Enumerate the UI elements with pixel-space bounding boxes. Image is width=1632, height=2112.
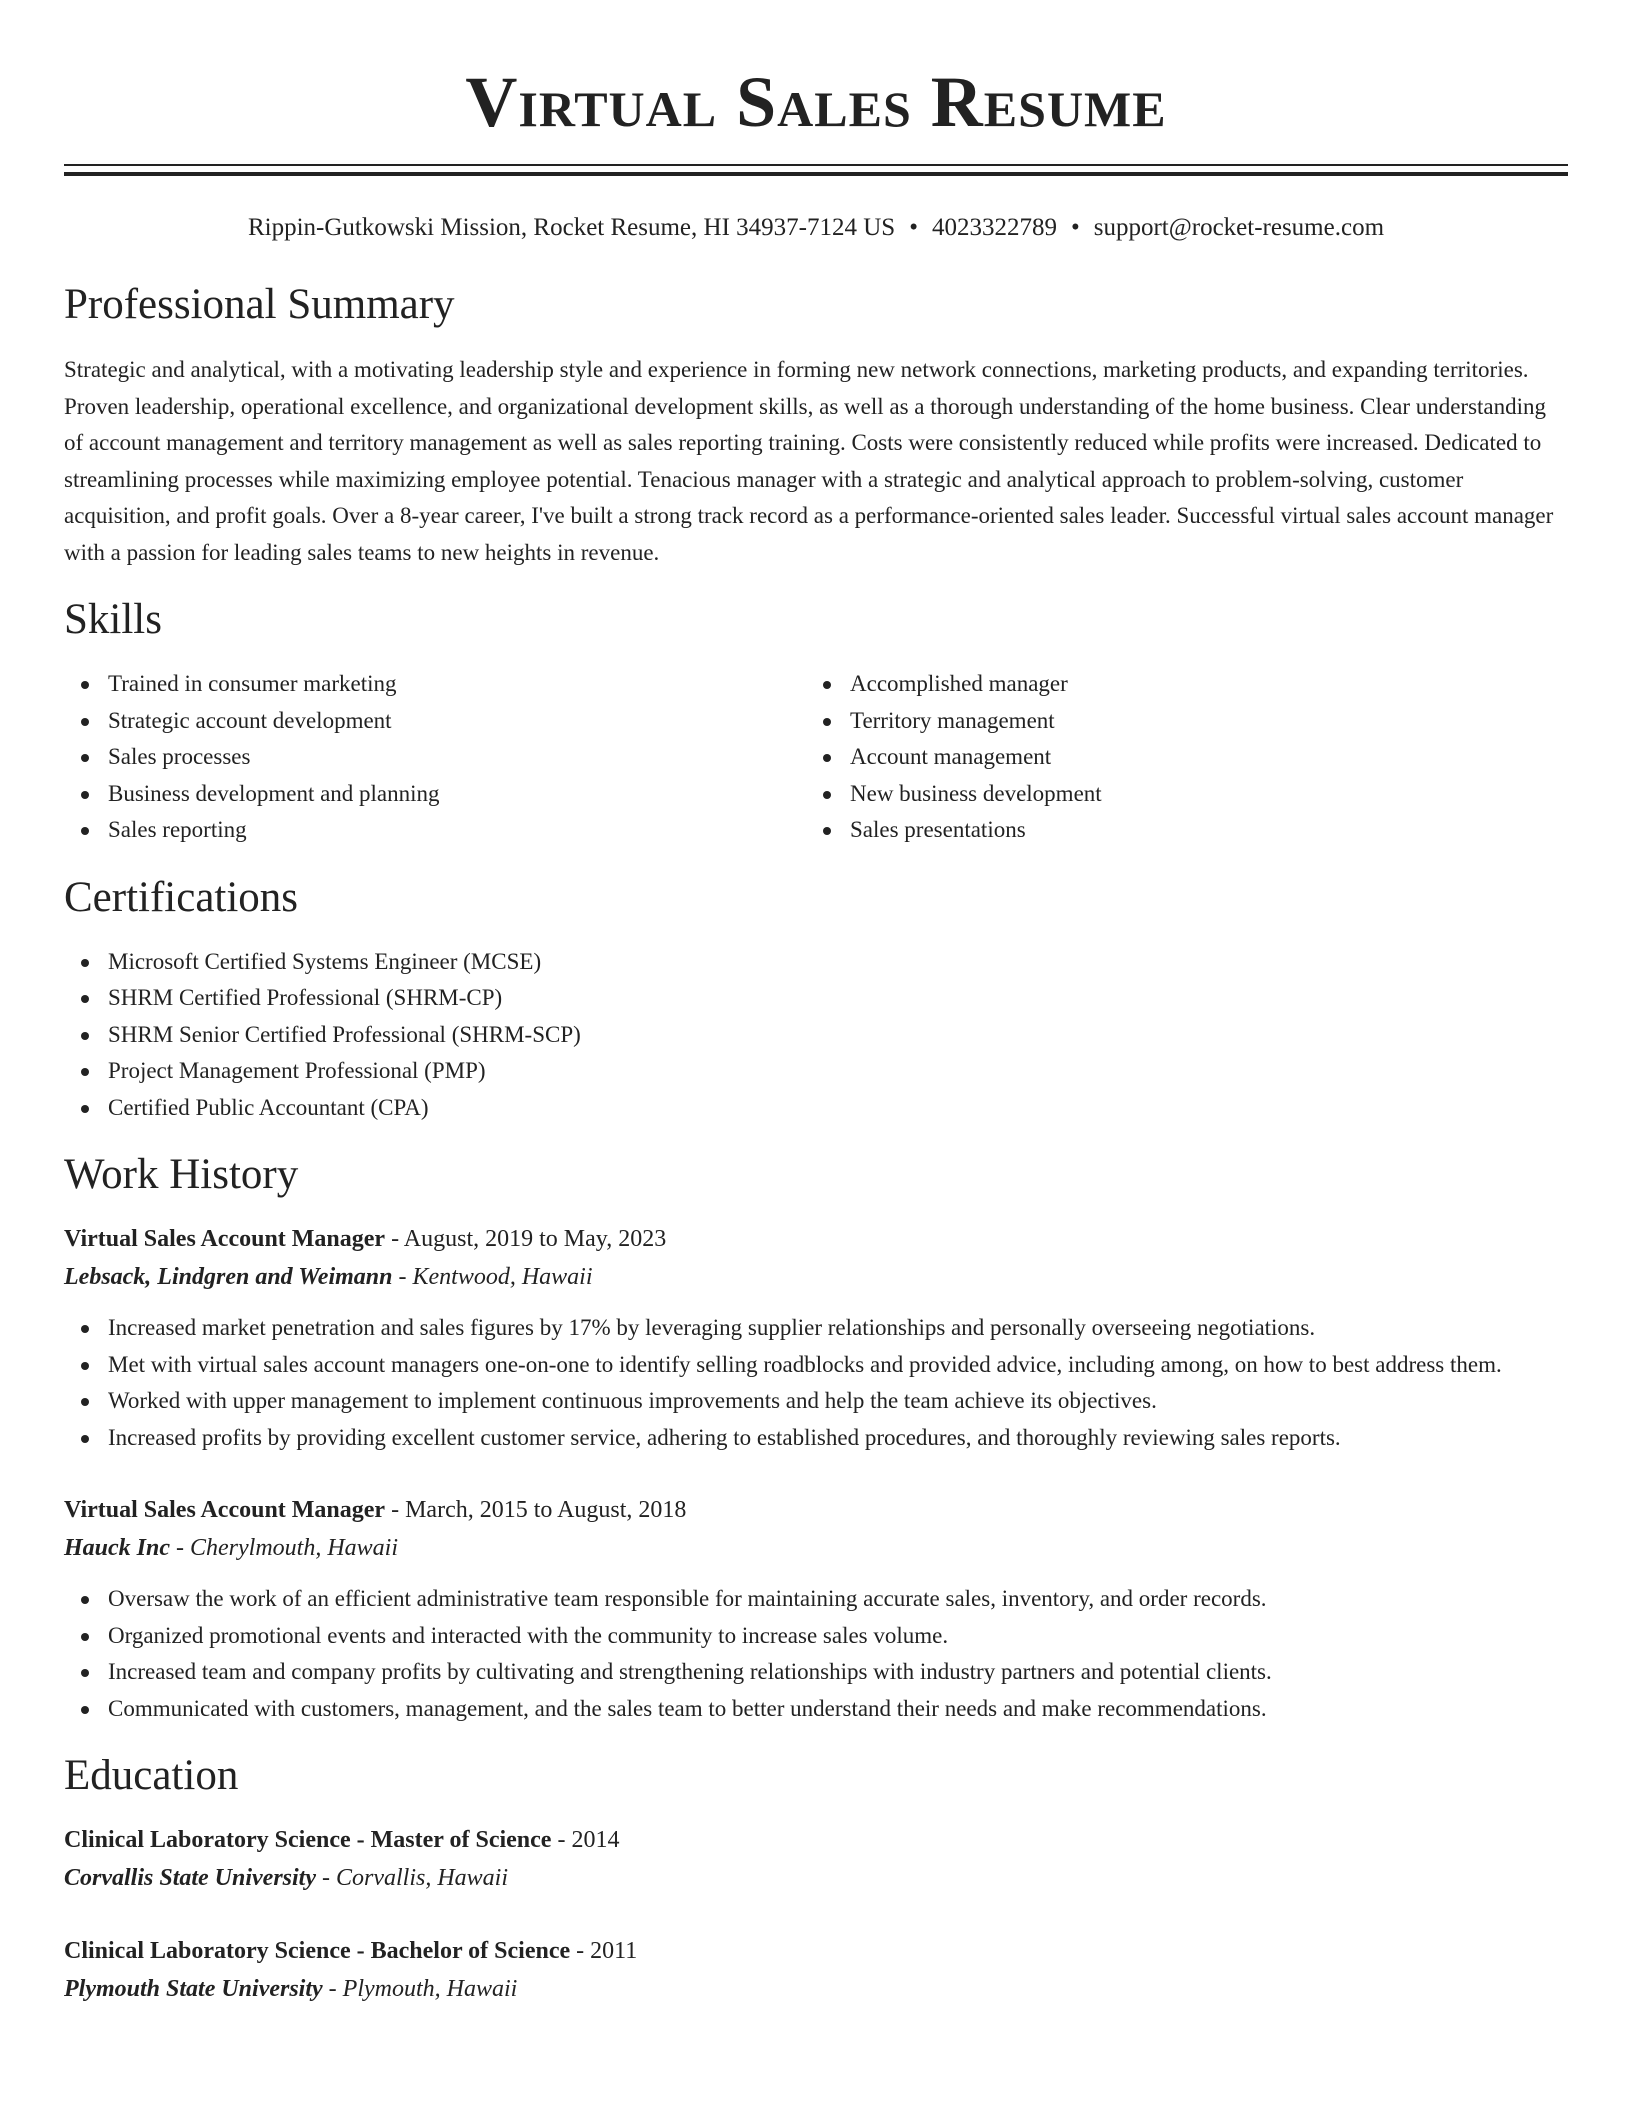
school-location: Plymouth, Hawaii (342, 1976, 518, 2002)
skills-list-right (806, 666, 1548, 849)
certification-item: SHRM Senior Certified Professional (SHRM-SCP) (64, 1017, 1568, 1054)
skill-item: Sales processes (64, 739, 806, 776)
summary-heading: Professional Summary (64, 281, 455, 328)
degree-line: Clinical Laboratory Science - Bachelor of Science - 2011 (64, 1938, 638, 1964)
degree: Clinical Laboratory Science - Bachelor of Science (64, 1938, 571, 1964)
job-bullet: Increased profits by providing excellent customer service, adhering to established procedures, and thoroughly reviewing sales reports. (64, 1420, 1568, 1457)
skills-heading: Skills (64, 596, 162, 643)
job-dates: March, 2015 to August, 2018 (405, 1497, 687, 1523)
skill-item: Territory management (806, 703, 1548, 740)
certification-item: Microsoft Certified Systems Engineer (MCSE) (64, 944, 1568, 981)
graduation-year: 2011 (590, 1938, 638, 1964)
education-heading: Education (64, 1752, 239, 1799)
job-bullet: Communicated with customers, management, and the sales team to better understand their needs and make recommendations. (64, 1691, 1568, 1728)
graduation-year: 2014 (571, 1827, 620, 1853)
job-location: Kentwood, Hawaii (412, 1264, 593, 1290)
certifications-list (64, 944, 1568, 1127)
degree-line: Clinical Laboratory Science - Master of Science - 2014 (64, 1827, 620, 1853)
contact-address: Rippin-Gutkowski Mission, Rocket Resume, HI 34937-7124 US (247, 214, 896, 241)
job-company: Hauck Inc (64, 1535, 171, 1561)
skill-item: Business development and planning (64, 776, 806, 813)
degree: Clinical Laboratory Science - Master of Science (64, 1827, 552, 1853)
job-dates: August, 2019 to May, 2023 (403, 1226, 667, 1252)
skill-item: Sales presentations (806, 812, 1548, 849)
summary-text: Strategic and analytical, with a motivating leadership style and experience in forming new network connections, marketing products, and expanding territories. Proven leadership, operational excellence, and organizational development skills, as well as a thorough understanding of the home business. Clear understanding of account management and territory management as well as sales reporting training. Costs were consistently reduced while profits were increased. Dedicated to streamlining processes while maximizing employee potential. Tenacious manager with a strategic and analytical approach to problem-solving, customer acquisition, and profit goals. Over a 8-year career, I've built a strong track record as a performance-oriented sales leader. Successful virtual sales account manager with a passion for leading sales teams to new heights in revenue. (64, 357, 1554, 565)
skill-item: Account management (806, 739, 1548, 776)
skill-item: Sales reporting (64, 812, 806, 849)
job-bullets (64, 1581, 1568, 1727)
job-title-line: Virtual Sales Account Manager - March, 2015 to August, 2018 (64, 1497, 687, 1523)
job-bullet: Met with virtual sales account managers one-on-one to identify selling roadblocks and provided advice, including among, on how to best address them. (64, 1347, 1568, 1384)
job-bullet: Increased team and company profits by cultivating and strengthening relationships with industry partners and potential clients. (64, 1654, 1568, 1691)
skills-columns (64, 666, 1568, 849)
skill-item: New business development (806, 776, 1548, 813)
education-entry (64, 1932, 1568, 2008)
job-bullets (64, 1310, 1568, 1456)
job-bullet: Increased market penetration and sales figures by 17% by leveraging supplier relationships and personally overseeing negotiations. (64, 1310, 1568, 1347)
certification-item: Certified Public Accountant (CPA) (64, 1090, 1568, 1127)
school-location: Corvallis, Hawaii (336, 1865, 509, 1891)
job-company: Lebsack, Lindgren and Weimann (64, 1264, 393, 1290)
school-line: Corvallis State University - Corvallis, Hawaii (64, 1865, 509, 1891)
job-company-line: Lebsack, Lindgren and Weimann - Kentwood, Hawaii (64, 1264, 593, 1290)
contact-email: support@rocket-resume.com (1093, 214, 1385, 241)
job-entry (64, 1220, 1568, 1456)
job-title: Virtual Sales Account Manager (64, 1226, 386, 1252)
skill-item: Strategic account development (64, 703, 806, 740)
title-divider (64, 164, 1568, 176)
contact-separator: • (909, 214, 918, 241)
resume-title: Virtual Sales Resume (465, 62, 1167, 142)
school: Corvallis State University (64, 1865, 316, 1891)
job-bullet: Organized promotional events and interacted with the community to increase sales volume. (64, 1618, 1568, 1655)
skill-item: Accomplished manager (806, 666, 1548, 703)
skill-item: Trained in consumer marketing (64, 666, 806, 703)
education-entry (64, 1821, 1568, 1897)
contact-line (64, 213, 1568, 243)
job-bullet: Worked with upper management to implement continuous improvements and help the team achieve its objectives. (64, 1383, 1568, 1420)
certifications-heading: Certifications (64, 873, 299, 921)
school-line: Plymouth State University - Plymouth, Hawaii (64, 1976, 518, 2002)
school: Plymouth State University (64, 1976, 323, 2002)
job-entry (64, 1491, 1568, 1727)
job-title: Virtual Sales Account Manager (64, 1497, 386, 1523)
job-bullet: Oversaw the work of an efficient administrative team responsible for maintaining accurate sales, inventory, and order records. (64, 1581, 1568, 1618)
work-history-heading: Work History (64, 1151, 299, 1198)
certification-item: Project Management Professional (PMP) (64, 1053, 1568, 1090)
certification-item: SHRM Certified Professional (SHRM-CP) (64, 980, 1568, 1017)
job-company-line: Hauck Inc - Cherylmouth, Hawaii (64, 1535, 399, 1561)
job-location: Cherylmouth, Hawaii (190, 1535, 399, 1561)
contact-separator: • (1070, 214, 1080, 241)
contact-phone: 4023322789 (931, 214, 1057, 241)
job-title-line: Virtual Sales Account Manager - August, 2019 to May, 2023 (64, 1226, 667, 1252)
skills-list-left (64, 666, 806, 849)
